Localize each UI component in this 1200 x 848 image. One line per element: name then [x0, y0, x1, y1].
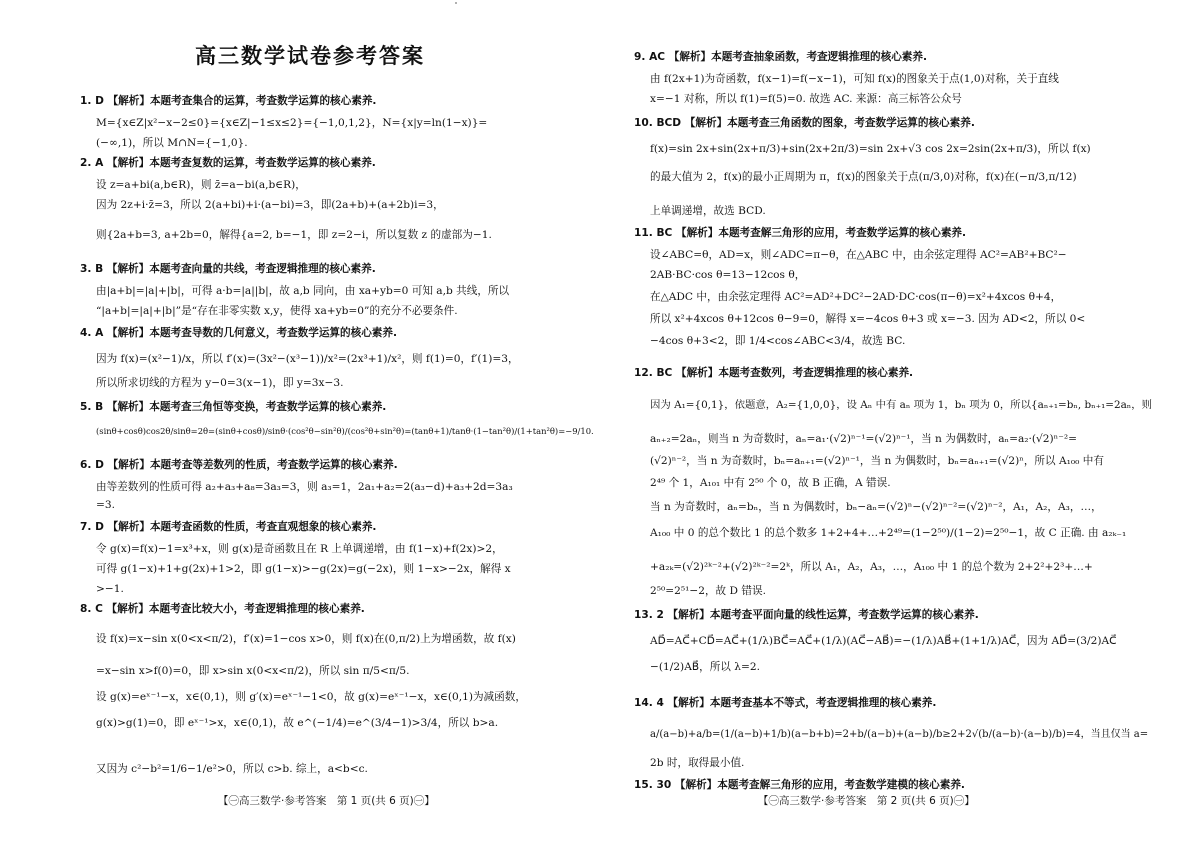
solution-line: 的最大值为 2，f(x)的最小正周期为 π，f(x)的图象关于点(π/3,0)对称，f(x)在(−π/3,π/12): [650, 171, 1077, 183]
solution-line: g(x)>g(1)=0，即 eˣ⁻¹>x，x∈(0,1)，故 e^(−1/4)=e^(3/4−1)>3/4，所以 b>a.: [96, 717, 499, 729]
question-heading: 4. A 【解析】本题考查导数的几何意义，考查数学运算的核心素养.: [80, 327, 398, 339]
solution-line: 令 g(x)=f(x)−1=x³+x，则 g(x)是奇函数且在 R 上单调递增，由 f(1−x)+f(2x)>2，: [96, 543, 503, 555]
solution-line: 2b 时，取得最小值.: [650, 757, 745, 769]
question-heading: 5. B 【解析】本题考查三角恒等变换，考查数学运算的核心素养.: [80, 401, 387, 413]
solution-line: 则{2a+b=3, a+2b=0，解得{a=2, b=−1，即 z=2−i，所以复数 z 的虚部为−1.: [96, 229, 492, 241]
solution-line: =3.: [96, 499, 115, 511]
solution-line: −(1/2)AB⃗，所以 λ=2.: [650, 661, 760, 673]
question-heading: 3. B 【解析】本题考查向量的共线，考查逻辑推理的核心素养.: [80, 263, 376, 275]
solution-line: +a₂ₖ=(√2)²ᵏ⁻²+(√2)²ᵏ⁻²=2ᵏ，所以 A₁，A₂，A₃，…，A₁₀₀ 中 1 的总个数为 2+2²+2³+…+: [650, 561, 1093, 573]
page-title: 高三数学试卷参考答案: [195, 44, 425, 68]
solution-line: 所以所求切线的方程为 y−0=3(x−1)，即 y=3x−3.: [96, 377, 344, 389]
solution-line: f(x)=sin 2x+sin(2x+π/3)+sin(2x+2π/3)=sin 2x+√3 cos 2x=2sin(2x+π/3)，所以 f(x): [650, 143, 1091, 155]
solution-line: A₁₀₀ 中 0 的总个数比 1 的总个数多 1+2+4+…+2⁴⁹=(1−2⁵⁰)/(1−2)=2⁵⁰−1，故 C 正确. 由 a₂ₖ₋₁: [650, 527, 1127, 539]
question-heading: 1. D 【解析】本题考查集合的运算，考查数学运算的核心素养.: [80, 95, 377, 107]
solution-line: 设 f(x)=x−sin x(0<x<π/2)，f′(x)=1−cos x>0，则 f(x)在(0,π/2)上为增函数，故 f(x): [96, 633, 516, 645]
scan-speck: [455, 2, 457, 4]
solution-line: 设 g(x)=eˣ⁻¹−x，x∈(0,1)，则 g′(x)=eˣ⁻¹−1<0，故 g(x)=eˣ⁻¹−x，x∈(0,1)为减函数，: [96, 691, 526, 703]
question-heading: 10. BCD 【解析】本题考查三角函数的图象，考查数学运算的核心素养.: [634, 117, 975, 129]
solution-line: a/(a−b)+a/b=(1/(a−b)+1/b)(a−b+b)=2+b/(a−b)+(a−b)/b≥2+2√(b/(a−b)·(a−b)/b)=4，当且仅当 a=: [650, 729, 1149, 740]
solution-line: (−∞,1)，所以 M∩N={−1,0}.: [96, 137, 248, 149]
solution-line: 由 f(2x+1)为奇函数，f(x−1)=f(−x−1)，可知 f(x)的图象关于点(1,0)对称，关于直线: [650, 73, 1059, 85]
question-heading: 6. D 【解析】本题考查等差数列的性质，考查数学运算的核心素养.: [80, 459, 398, 471]
question-heading: 13. 2 【解析】本题考查平面向量的线性运算，考查数学运算的核心素养.: [634, 609, 979, 621]
question-heading: 15. 30 【解析】本题考查解三角形的应用，考查数学建模的核心素养.: [634, 779, 965, 791]
solution-line: 由等差数列的性质可得 a₂+a₃+a₈=3a₃=3，则 a₃=1，2a₁+a₂=2(a₃−d)+a₃+2d=3a₃: [96, 481, 513, 493]
solution-line: 设 z=a+bi(a,b∈R)，则 z̄=a−bi(a,b∈R)，: [96, 179, 306, 191]
question-heading: 9. AC 【解析】本题考查抽象函数，考查逻辑推理的核心素养.: [634, 51, 928, 63]
solution-line: 2AB·BC·cos θ=13−12cos θ，: [650, 269, 806, 281]
question-heading: 11. BC 【解析】本题考查解三角形的应用，考查数学运算的核心素养.: [634, 227, 967, 239]
solution-line: 因为 A₁={0,1}，依题意，A₂={1,0,0}，设 Aₙ 中有 aₙ 项为 1，bₙ 项为 0，所以{aₙ₊₁=bₙ, bₙ₊₁=2aₙ，则: [650, 399, 1153, 411]
question-heading: 14. 4 【解析】本题考查基本不等式，考查逻辑推理的核心素养.: [634, 697, 937, 709]
solution-line: M={x∈Z|x²−x−2≤0}={x∈Z|−1≤x≤2}={−1,0,1,2}，N={x|y=ln(1−x)}=: [96, 117, 488, 129]
solution-line: (√2)ⁿ⁻²，当 n 为奇数时，bₙ=aₙ₊₁=(√2)ⁿ⁻¹，当 n 为偶数时，bₙ=aₙ₊₁=(√2)ⁿ，所以 A₁₀₀ 中有: [650, 455, 1104, 467]
solution-line: >−1.: [96, 583, 124, 595]
solution-line: 可得 g(1−x)+1+g(2x)+1>2，即 g(1−x)>−g(2x)=g(−2x)，则 1−x>−2x，解得 x: [96, 563, 511, 575]
solution-line: 当 n 为奇数时，aₙ=bₙ，当 n 为偶数时，bₙ−aₙ=(√2)ⁿ−(√2)ⁿ⁻²=(√2)ⁿ⁻²，A₁，A₂，A₃，…，: [650, 501, 1102, 513]
question-heading: 2. A 【解析】本题考查复数的运算，考查数学运算的核心素养.: [80, 157, 376, 169]
question-heading: 7. D 【解析】本题考查函数的性质，考查直观想象的核心素养.: [80, 521, 377, 533]
solution-line: 设∠ABC=θ，AD=x，则∠ADC=π−θ，在△ABC 中，由余弦定理得 AC²=AB²+BC²−: [650, 249, 1067, 261]
solution-line: aₙ₊₂=2aₙ，则当 n 为奇数时，aₙ=a₁·(√2)ⁿ⁻¹=(√2)ⁿ⁻¹，当 n 为偶数时，aₙ=a₂·(√2)ⁿ⁻²=: [650, 433, 1077, 445]
solution-line: 在△ADC 中，由余弦定理得 AC²=AD²+DC²−2AD·DC·cos(π−θ)=x²+4xcos θ+4，: [650, 291, 1062, 303]
solution-line: 所以 x²+4xcos θ+12cos θ−9=0，解得 x=−4cos θ+3 或 x=−3. 因为 AD<2，所以 0<: [650, 313, 1086, 325]
solution-line: AD⃗=AC⃗+CD⃗=AC⃗+(1/λ)BC⃗=AC⃗+(1/λ)(AC⃗−AB⃗)=−(1/λ)AB⃗+(1+1/λ)AC⃗，因为 AD⃗=(3/2)AC⃗: [650, 635, 1117, 647]
solution-line: 因为 f(x)=(x²−1)/x，所以 f′(x)=(3x²−(x³−1))/x²=(2x³+1)/x²，则 f(1)=0，f′(1)=3，: [96, 353, 519, 365]
question-heading: 12. BC 【解析】本题考查数列，考查逻辑推理的核心素养.: [634, 367, 914, 379]
footer-page-1: 【㊀高三数学·参考答案 第 1 页(共 6 页)㊀】: [218, 795, 435, 807]
solution-line: “|a+b|=|a|+|b|”是“存在非零实数 x,y，使得 xa+yb=0”的充分不必要条件.: [96, 305, 458, 317]
solution-line: 2⁵⁰=2⁵¹−2，故 D 错误.: [650, 585, 766, 597]
solution-line: x=−1 对称，所以 f(1)=f(5)=0. 故选 AC. 来源：高三标答公众号: [650, 93, 962, 105]
solution-line: 2⁴⁹ 个 1，A₁₀₁ 中有 2⁵⁰ 个 0，故 B 正确，A 错误.: [650, 477, 891, 489]
solution-line: =x−sin x>f(0)=0，即 x>sin x(0<x<π/2)，所以 sin π/5<π/5.: [96, 665, 410, 677]
solution-line: 又因为 c²−b²=1/6−1/e²>0，所以 c>b. 综上，a<b<c.: [96, 763, 368, 775]
footer-page-2: 【㊀高三数学·参考答案 第 2 页(共 6 页)㊀】: [758, 795, 975, 807]
solution-line: 上单调递增，故选 BCD.: [650, 205, 766, 217]
solution-line: 因为 2z+i·z̄=3，所以 2(a+bi)+i·(a−bi)=3，即(2a+b)+(a+2b)i=3，: [96, 199, 444, 211]
question-heading: 8. C 【解析】本题考查比较大小，考查逻辑推理的核心素养.: [80, 603, 365, 615]
solution-line: 由|a+b|=|a|+|b|，可得 a·b=|a||b|，故 a,b 同向，由 xa+yb=0 可知 a,b 共线，所以: [96, 285, 510, 297]
solution-line: −4cos θ+3<2，即 1/4<cos∠ABC<3/4，故选 BC.: [650, 335, 906, 347]
solution-line: (sinθ+cosθ)cos2θ/sinθ=2θ=(sinθ+cosθ)/sinθ·(cos²θ−sin²θ)/(cos²θ+sin²θ)=(tanθ+1)/tanθ·(1−tan²θ)/(1+tan²θ)=−9/10.: [96, 426, 594, 436]
